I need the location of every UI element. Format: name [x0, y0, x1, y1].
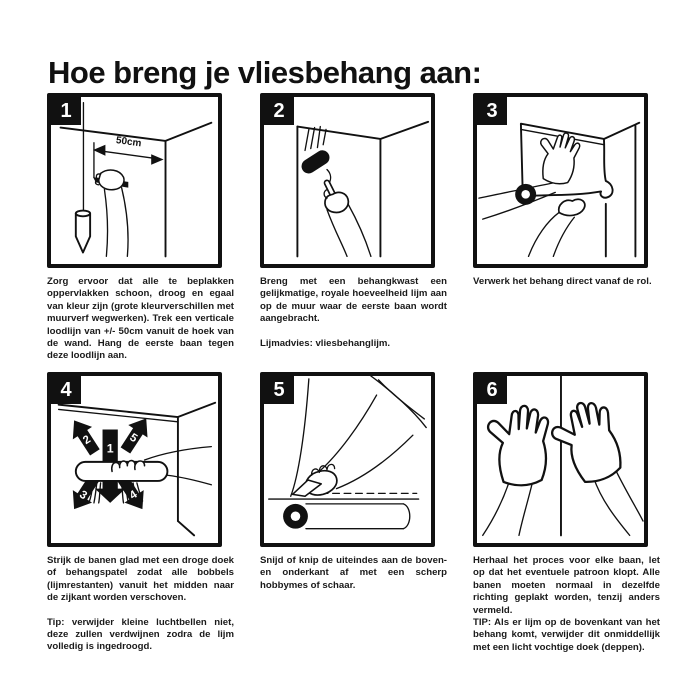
step-2-caption-text: Breng met een behangkwast een gelijkmatige, royale hoeveelheid lijm aan op de muur waar de eerste baan wordt aangebracht.	[260, 276, 447, 325]
step-2-number-badge: 2	[264, 97, 294, 125]
arrow-5-label: 5	[127, 431, 140, 446]
step-1-caption-text: Zorg ervoor dat alle te beplakken oppervlakken schoon, droog en egaal van kleur zijn (grote kleurverschillen met muurverf wegwerken). Trek een verticale loodlijn van +/- 50cm vanuit de hoek van de wand. Hang de eerste baan tegen deze loodlijn aan.	[47, 276, 234, 362]
step-5	[260, 372, 447, 592]
step-6	[473, 372, 660, 654]
step-6-number-badge: 6	[477, 376, 507, 404]
step-6-caption-text: Herhaal het proces voor elke baan, let op dat het eventuele patroon klopt. Alle banen moeten normaal in dezelfde richting geplakt worden, tenzij anders vermeld.	[473, 555, 660, 616]
step-5-caption	[260, 555, 447, 592]
step-6-caption	[473, 555, 660, 654]
step-4-caption-text: Strijk de banen glad met een droge doek of behangspatel zodat alle bobbels (lijmrestanten) vanuit het midden naar de zijkant worden verschoven.	[47, 555, 234, 604]
step-5-caption-text: Snijd of knip de uiteindes aan de boven- en onderkant af met een scherp hobbymes of schaar.	[260, 555, 447, 591]
arrow-1-label: 1	[106, 441, 114, 456]
step-1-caption	[47, 276, 234, 363]
step-3-panel	[473, 93, 648, 268]
step-2-caption	[260, 276, 447, 350]
step-1-number-badge: 1	[51, 97, 81, 125]
step-3-caption	[473, 276, 660, 288]
step-4-panel	[47, 372, 222, 547]
measure-label: 50cm	[115, 135, 143, 150]
step-4	[47, 372, 234, 654]
step-6-panel	[473, 372, 648, 547]
step-3	[473, 93, 660, 288]
step-5-panel	[260, 372, 435, 547]
step-4-caption	[47, 555, 234, 654]
step-2-panel	[260, 93, 435, 268]
step-3-caption-text: Verwerk het behang direct vanaf de rol.	[473, 276, 652, 287]
page-title: Hoe breng je vliesbehang aan:	[48, 54, 482, 90]
step-2	[260, 93, 447, 350]
step-4-number-badge: 4	[51, 376, 81, 404]
step-2-caption-note: Lijmadvies: vliesbehanglijm.	[260, 337, 391, 349]
step-6-caption-tip: TIP: Als er lijm op de bovenkant van het behang komt, verwijder dit onmiddellijk met een licht vochtige doek (deppen).	[473, 616, 660, 653]
step-1	[47, 93, 234, 363]
step-3-number-badge: 3	[477, 97, 507, 125]
arrow-3-label: 3	[77, 488, 89, 503]
step-4-caption-tip: Tip: verwijder kleine luchtbellen niet, deze zullen verdwijnen zodra de lijm volledig is ingedroogd.	[47, 616, 234, 653]
arrow-4-label: 4	[127, 488, 140, 503]
step-5-number-badge: 5	[264, 376, 294, 404]
arrow-2-label: 2	[81, 433, 93, 447]
step-1-panel	[47, 93, 222, 268]
